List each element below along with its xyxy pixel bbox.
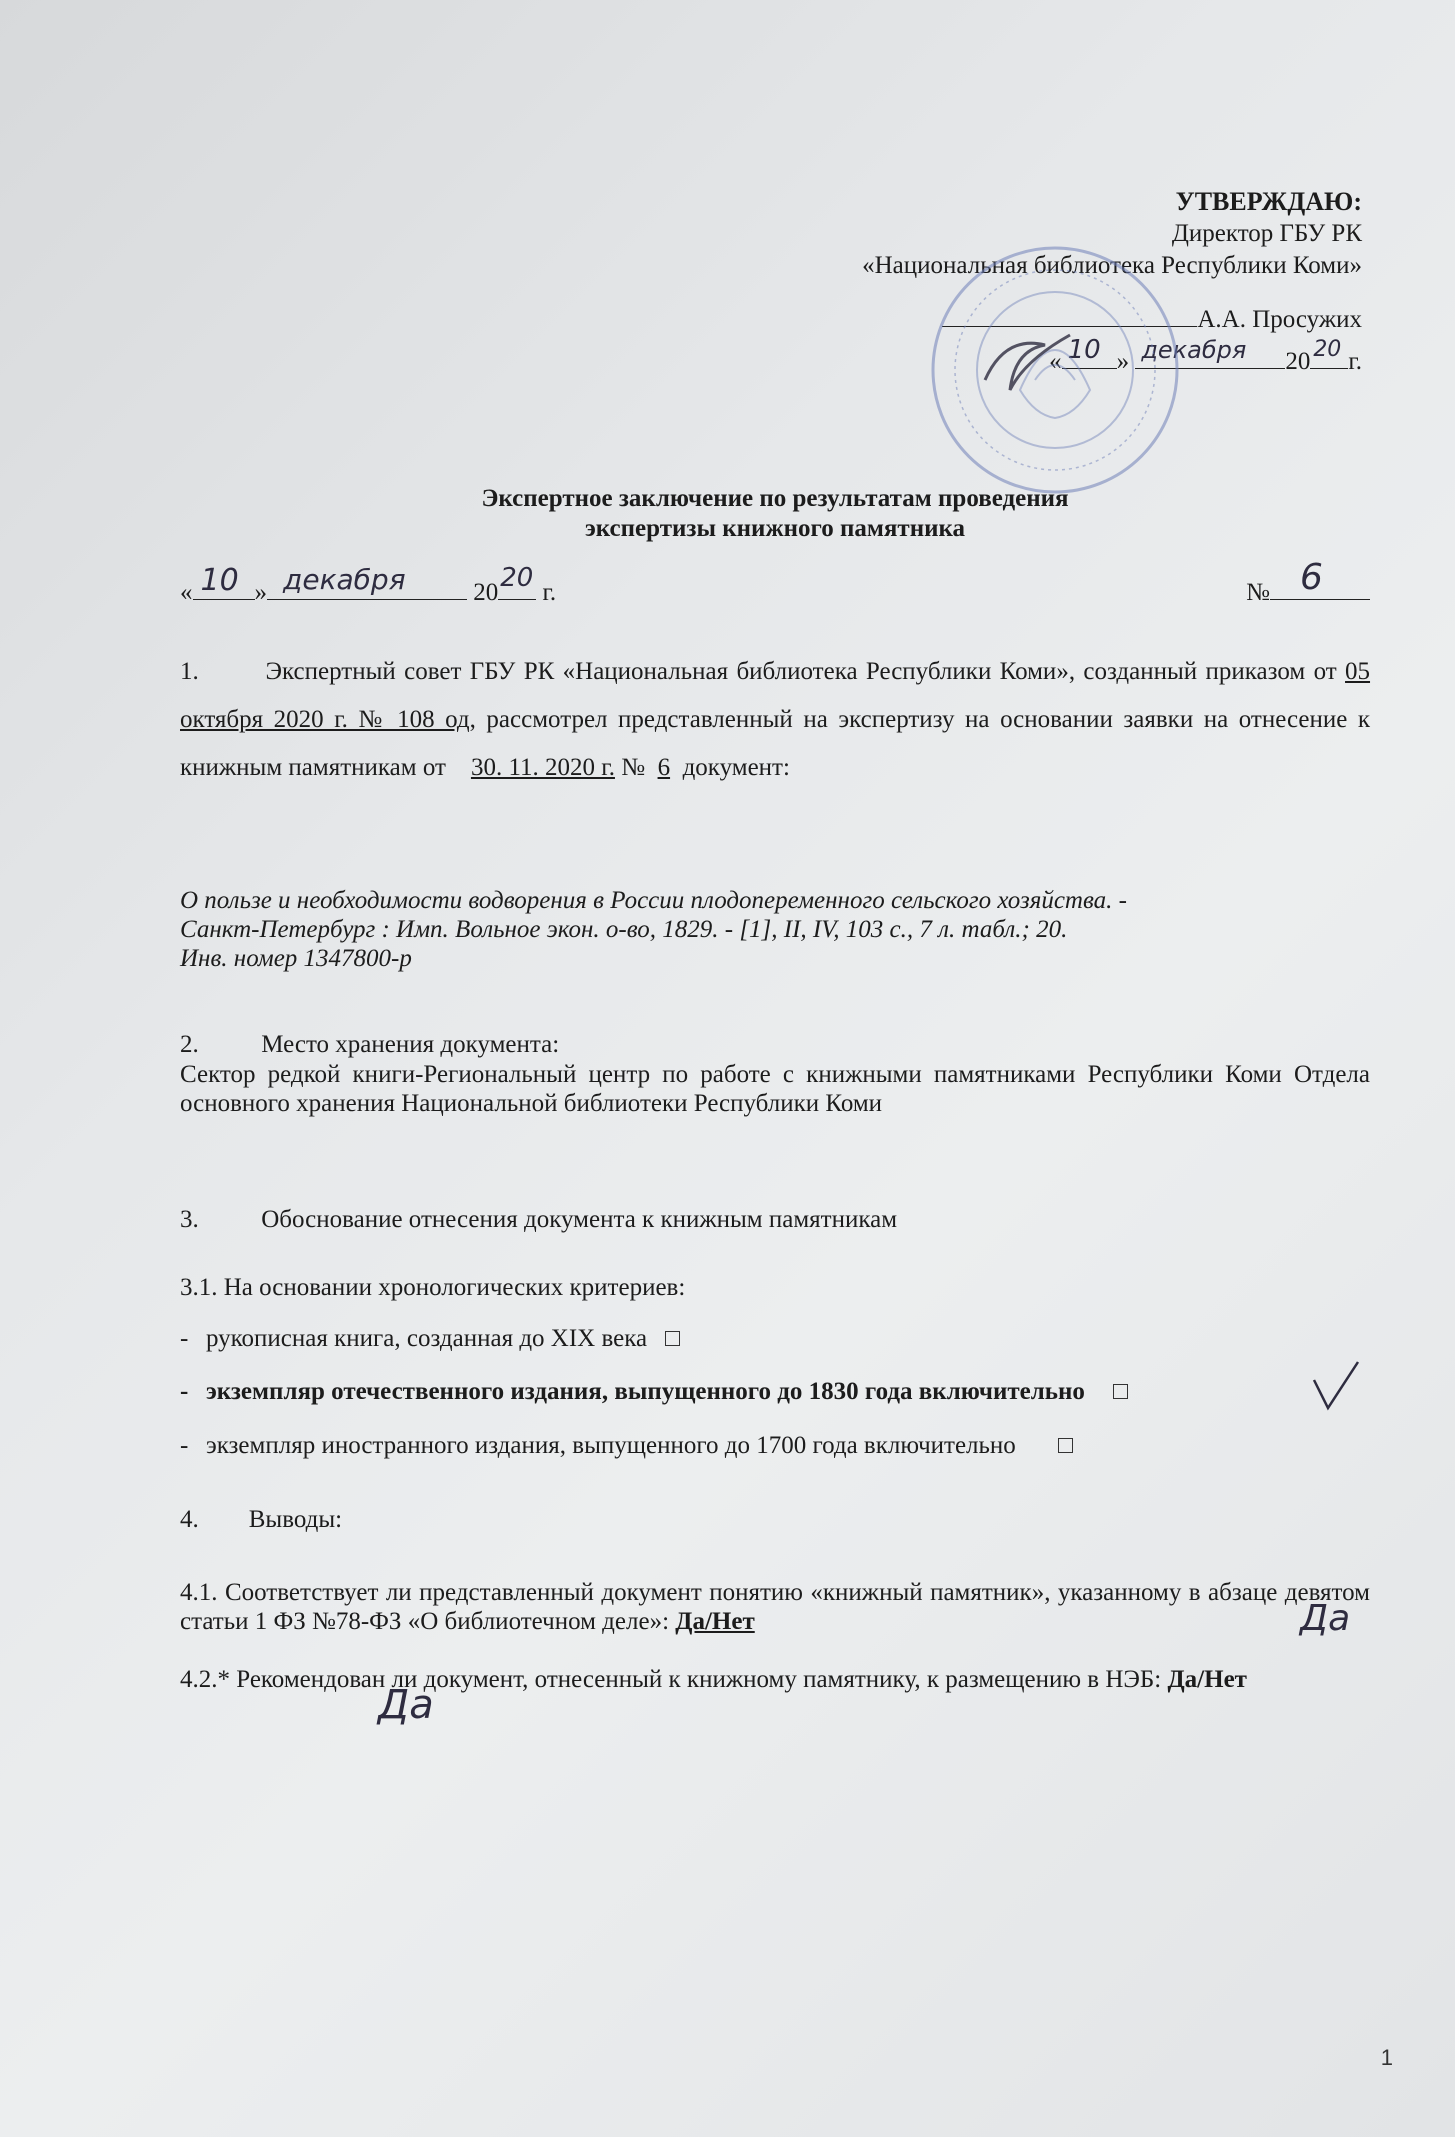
approval-position: Директор ГБУ РК [1171, 220, 1362, 247]
q2-options: Да/Нет [1167, 1666, 1247, 1693]
request-number: 6 [657, 754, 671, 781]
checkbox-checked-icon [1113, 1384, 1128, 1399]
handwritten-number: 6 [1300, 557, 1323, 598]
section-2-text: Сектор редкой книги-Региональный центр по работе с книжными памятниками Республики Коми Отдела основного хранения Национальной библиотеки Республики Коми [180, 1061, 1370, 1117]
handwritten-month: декабря [1141, 336, 1247, 364]
section-4-heading: 4. Выводы: [180, 1506, 343, 1533]
criterion-3: - экземпляр иностранного издания, выпущенного до 1700 года включительно [180, 1432, 1073, 1460]
section-3-sub: 3.1. На основании хронологических критериев: [180, 1274, 686, 1301]
checkbox-empty-icon [1058, 1438, 1073, 1453]
section-1: 1. Экспертный совет ГБУ РК «Национальная библиотека Республики Коми», созданный приказом от 05 октября 2020 г. № 108 од, рассмотрел представленный на экспертизу на основании заявки на отнесение к книжным памятникам от 30. 11. 2020 г. № 6 документ: [180, 658, 1371, 781]
approval-date: « 10 » декабря 20 20 г. [1049, 335, 1362, 375]
q1-options: Да/Нет [675, 1608, 755, 1635]
order-reference: 05 октября 2020 г. № 108 од [180, 658, 1371, 733]
handwritten-month: декабря [283, 563, 406, 596]
criterion-2: - экземпляр отечественного издания, выпущенного до 1830 года включительно [180, 1378, 1128, 1406]
handwritten-checkmark-icon [1310, 1358, 1362, 1414]
handwritten-day: 10 [200, 563, 239, 598]
handwritten-year: 20 [1313, 337, 1342, 362]
checkbox-empty-icon [665, 1331, 680, 1346]
approval-signer: А.А. Просужих [1197, 306, 1362, 333]
handwritten-day: 10 [1067, 335, 1101, 365]
question-4-1: 4.1. Соответствует ли представленный документ понятию «книжный памятник», указанному в абзаце девятом статьи 1 ФЗ №78-ФЗ «О библиотечном деле»: Да/Нет [180, 1579, 1370, 1635]
bibliographic-record: О пользе и необходимости водворения в России плодопеременного сельского хозяйства. - Санкт-Петербург : Имп. Вольное экон. о-во, 1829. - [1], II, IV, 103 с., 7 л. табл.; 20. Инв. номер 1347800-р [180, 887, 1127, 972]
section-2-heading: 2. Место хранения документа: [180, 1031, 560, 1058]
seal-stamp-icon [925, 240, 1185, 500]
q2-handwritten-answer: Да [378, 1682, 434, 1728]
page-number: 1 [1380, 2045, 1393, 2070]
q1-handwritten-answer: Да [1300, 1598, 1351, 1639]
approval-heading: УТВЕРЖДАЮ: [1175, 187, 1362, 216]
document-title: Экспертное заключение по результатам проведения экспертизы книжного памятника [481, 485, 1069, 542]
section-3-heading: 3. Обоснование отнесения документа к книжным памятникам [180, 1206, 898, 1233]
conclusion-number: № 6 [1246, 577, 1370, 607]
conclusion-date-line: « 10 » декабря 20 20 г. № 6 [180, 577, 1370, 617]
request-date: 30. 11. 2020 г. [470, 754, 615, 781]
approval-organization: «Национальная библиотека Республики Коми» [862, 252, 1362, 279]
question-4-2: 4.2.* Рекомендован ли документ, отнесенный к книжному памятнику, к размещению в НЭБ: Да/Нет [180, 1666, 1247, 1693]
handwritten-year: 20 [500, 563, 534, 593]
criterion-1: - рукописная книга, созданная до XIX века [180, 1325, 680, 1353]
